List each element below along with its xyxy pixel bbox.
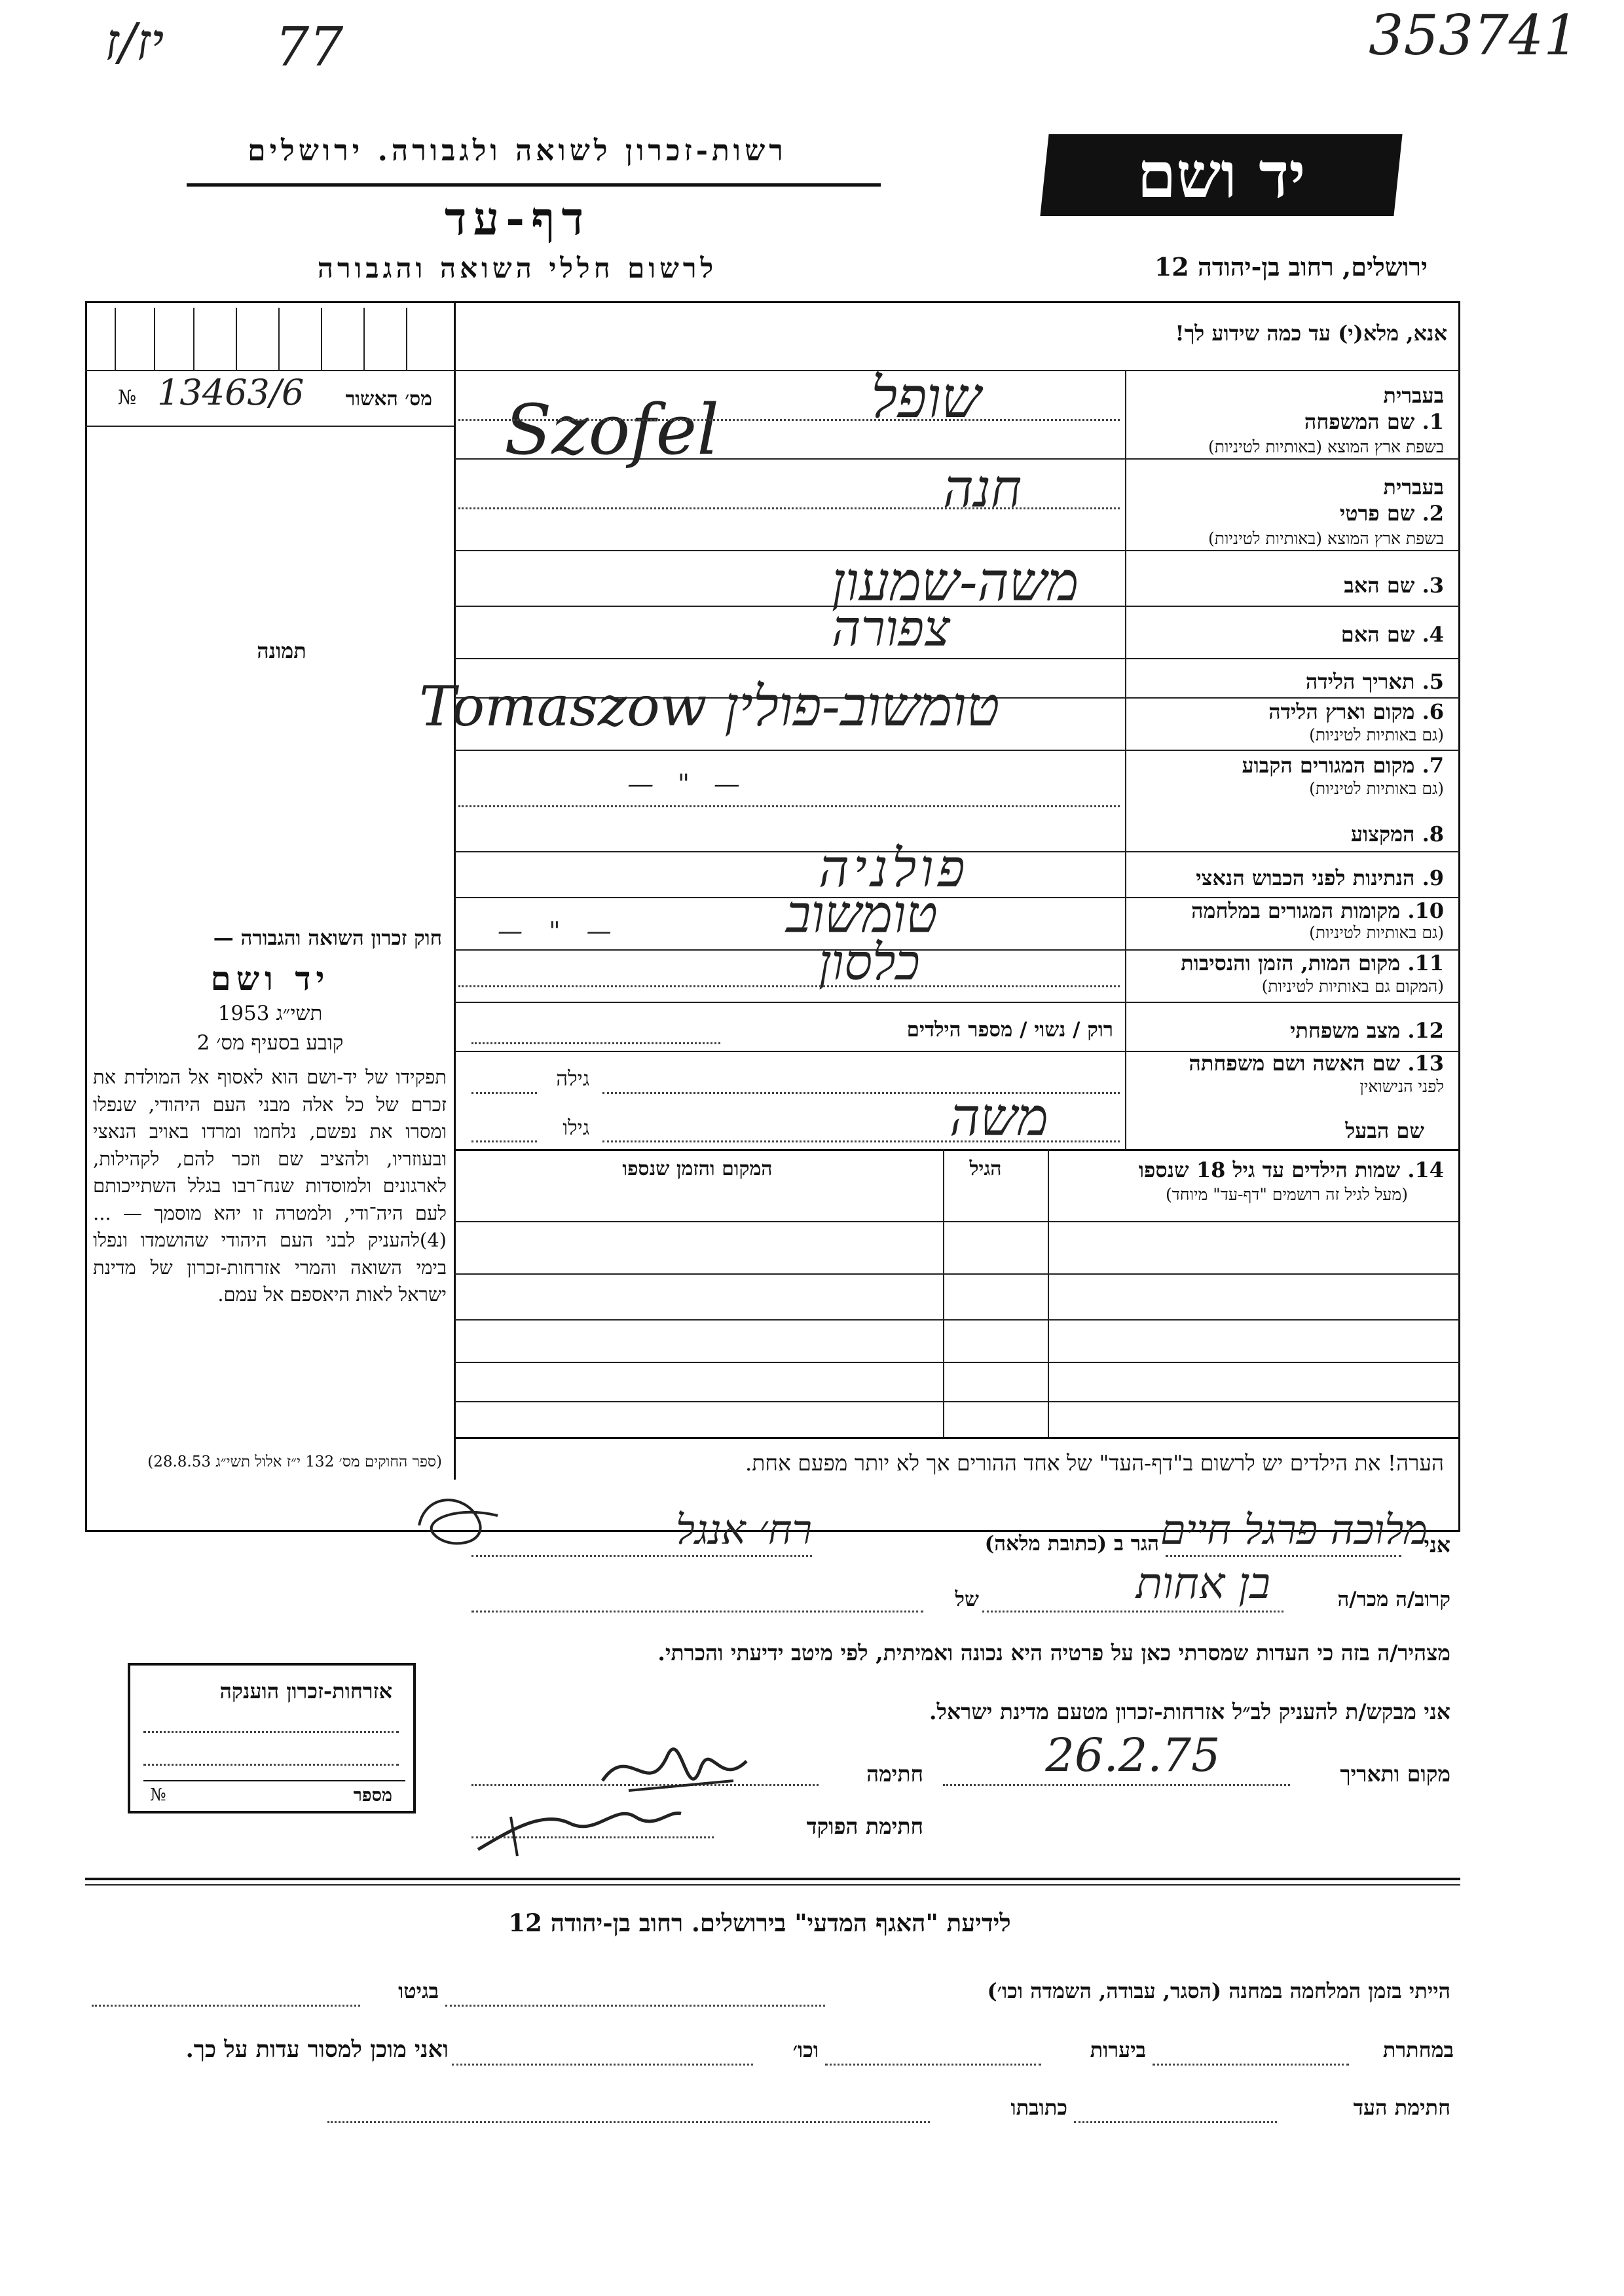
law-body: תפקידו של יד-ושם הוא לאסוף אל המולדת את זכרם של כל אלה מבני העם היהודי, שנפלו ומסרו את נפשם, נלחמו ומרדו באויב הנאצי ובעוזריו, ולהציב שם וזכר להם, לקהילות, לארגונים ולמוסדות שנח־רבו בגלל השתייכותם לעם היה־ודי, ולמטרה זו יהא מוסמך — ...(4)להעניק לבני העם היהודי שהושמדו ונפלו בימי השואה והמרי אזרחות-זכרון של מדינת ישראל לאות היאספם אל עמם. [93,1066,447,1305]
dotted-line [458,507,1120,509]
dotted-line [458,805,1120,807]
q7-label: 7. מקום המגורים הקבוע [1242,753,1444,778]
address: ירושלים, רחוב בן-יהודה 12 [1154,252,1428,282]
bottom-title: לידיעת "האגף המדעי" בירושלים. רחוב בן-יהודה 12 [508,1908,1011,1937]
table-divider [943,1149,944,1437]
q8-label: 8. המקצוע [1350,822,1444,847]
q11-value: כלסון [819,933,920,991]
q3-value: משה-שמעון [832,551,1079,613]
bottom-line1-b: בגיטו [398,1978,439,2003]
row-line [454,606,1460,607]
dotted-line [1166,1555,1401,1557]
decl-relation-value: בן אחות [1135,1558,1270,1609]
q14-place-header: המקום והזמן שנספו [622,1157,773,1180]
q4-label: 4. שם האם [1340,622,1444,647]
table-line [454,1437,1460,1439]
row-line [454,1149,1460,1151]
table-line [454,1273,1460,1275]
dotted-line [143,1764,399,1766]
dotted-line [458,985,1120,987]
citizenship-box [128,1663,416,1813]
q6-label: 6. מקום וארץ הלידה [1268,699,1444,724]
table-line [454,1319,1460,1321]
dotted-line [143,1731,399,1733]
dotted-line [471,1140,537,1142]
decl-i-value: מלוכה פרגל חיים [1160,1506,1428,1554]
decl-of-label: של [955,1588,979,1611]
bottom-divider-thin [85,1884,1460,1886]
q13-label: 13. שם האשה ושם משפחתה [1189,1051,1444,1076]
dotted-line [458,419,1120,421]
logo-text: יד ושם [1137,138,1306,212]
decl-statement: מצהיר/ה בזה כי העדות שמסרתי כאן על פרטיה היא נכונה ואמיתית, לפי מיטב ידיעתי והכרתי. [657,1640,1450,1666]
law-source: (ספר החוקים מס׳ 132 י״ז אלול תשי״ג 28.8.53) [147,1453,442,1470]
officer-signature [471,1791,688,1863]
q10-value: טומשוב [786,884,938,945]
citizenship-num-label: מספר [353,1785,392,1806]
decl-i-label: אני [1424,1532,1450,1558]
bottom-line2-a: במחתרת [1382,2037,1454,2062]
q2-hebrew-tag: בעברית [1383,475,1444,500]
row-line [454,1002,1460,1003]
q11-sub: (המקום גם באותיות לטיניות) [1261,977,1444,996]
table-line [454,1362,1460,1363]
bottom-divider [85,1878,1460,1880]
handwritten-mark-middle: 77 [275,16,344,79]
q12-label: 12. מצב משפחתי [1290,1018,1444,1043]
dotted-line [92,2005,360,2007]
q14-age-header: הגיל [969,1157,1002,1180]
table-line [454,1401,1460,1402]
q4-value: צפורה [832,599,950,657]
q1-hebrew-tag: בעברית [1383,383,1444,408]
decl-relation-label: קרוב/ה מכר/ה [1337,1588,1450,1611]
husband-age-label: גילו [563,1116,589,1140]
column-divider [454,301,456,1480]
dotted-line [943,1784,1290,1786]
q10-label: 10. מקומות המגורים במלחמה [1191,898,1444,923]
q13-sub: לפני הנישואין [1359,1077,1444,1096]
q14-sub: (מעל לגיל זה רושמים "דף-עד" מיוחד) [1166,1185,1408,1204]
law-name: יד ושם [210,959,330,998]
husband-label: שם הבעל [1345,1118,1424,1143]
handwritten-scribble [406,1486,511,1558]
q1-label: 1. שם המשפחה [1304,409,1444,434]
permit-top-line [85,370,454,371]
form-subtitle: לרשום חללי השואה והגבורה [317,252,718,284]
q1-sub: בשפת ארץ המוצא (באותיות לטיניות) [1208,437,1444,456]
q2-label: 2. שם פרטי [1339,501,1444,526]
dotted-line [471,1611,923,1613]
q7-value: — " — [627,769,748,799]
photo-label: תמונה [257,638,306,663]
q9-value: פולניה [819,838,969,899]
form-title: דף-עד [444,191,591,246]
dotted-line [445,2005,825,2007]
intro-text: אנא, מלא(י) עד כמה שידוע לך! [1175,321,1447,346]
q7-sub: (גם באותיות לטיניות) [1309,779,1444,798]
q11-label: 11. מקום המות, הזמן והנסיבות [1181,951,1444,975]
tick-marks [88,308,452,370]
decl-request: אני מבקש/ת להעניק לב״ל אזרחות-זכרון מטעם מדינת ישראל. [929,1699,1450,1724]
dotted-line [1153,2064,1349,2066]
dotted-line [825,2064,1041,2066]
permit-bottom-line [85,426,454,427]
q3-label: 3. שם האב [1344,573,1444,598]
handwritten-mark-left: יז/ז [105,13,164,72]
dotted-line [602,1140,1120,1142]
dotted-line [471,1042,720,1044]
permit-number: 13463/6 [157,372,304,413]
citizenship-num-prefix: № [150,1785,166,1805]
place-date-label: מקום ותאריך [1340,1761,1450,1787]
reference-number: 353741 [1369,3,1579,67]
bottom-line1-a: הייתי בזמן המלחמה במחנה (הסגר, עבודה, השמדה וכו׳) [987,1978,1450,2003]
row-line [454,750,1460,751]
q6-value: Tomaszow טומשוב-פולין [419,674,1000,738]
bottom-line3-a: חתימת העד [1353,2095,1450,2120]
dotted-line [1074,2121,1277,2123]
authority-name: רשות-זכרון לשואה ולגבורה. ירושלים [248,134,787,168]
dotted-line [982,1611,1283,1613]
dotted-line [471,1555,812,1557]
table-line [454,1221,1460,1222]
law-year: תשי״ג 1953 [217,1002,323,1025]
q6-sub: (גם באותיות לטיניות) [1309,725,1444,744]
officer-label: חתימת הפוקד [806,1813,923,1839]
signature-label: חתימה [866,1761,923,1787]
husband-value: משה [950,1087,1048,1148]
bottom-line2-d: ואני מוכן למסור עדות על כך. [185,2036,449,2063]
citizenship-number-row [143,1780,405,1809]
q1-hebrew-value: שופל [871,365,982,431]
q2-hebrew-value: חנה [943,458,1022,519]
q12-options: רוק / נשוי / מספר הילדים [906,1018,1113,1042]
bottom-line3-b: כתובתו [1010,2095,1067,2120]
dotted-line [452,2064,753,2066]
law-title: חוק זכרון השואה והגבורה — [213,926,442,950]
bottom-line2-b: ביערות [1090,2037,1146,2062]
note: הערה! את הילדים יש לרשום ב"דף-העד" של אחד ההורים אך לא יותר מפעם אחת. [745,1450,1444,1476]
row-line [454,658,1460,659]
decl-address-label: הגר ב (כתובת מלאה) [984,1532,1159,1556]
bottom-line2-c: וכו׳ [792,2037,819,2062]
q2-sub: בשפת ארץ המוצא (באותיות לטיניות) [1208,529,1444,548]
yad-vashem-logo [1040,134,1402,216]
q13-age-label: גילה [556,1067,589,1091]
q10-ditto: — " — [498,917,621,945]
place-date-value: 26.2.75 [1045,1728,1221,1782]
q1-latin-value: Szofel [504,390,720,470]
q10-sub: (גם באותיות לטיניות) [1309,923,1444,942]
q9-label: 9. הנתינות לפני הכבוש הנאצי [1196,866,1444,890]
q14-label: 14. שמות הילדים עד גיל 18 שנספו [1138,1157,1444,1182]
law-clause: קובע בסעיף מס׳ 2 [196,1031,344,1055]
dotted-line [327,2121,930,2123]
permit-label: מס׳ האשור [345,388,432,410]
decl-address-value: רח׳ אנגל [675,1506,812,1554]
permit-prefix: № [118,386,137,409]
table-divider [1048,1149,1049,1437]
q5-label: 5. תאריך הלידה [1305,669,1444,694]
header-underline [187,183,881,187]
dotted-line [471,1092,537,1094]
citizenship-title: אזרחות-זכרון הוענקה [219,1679,392,1704]
